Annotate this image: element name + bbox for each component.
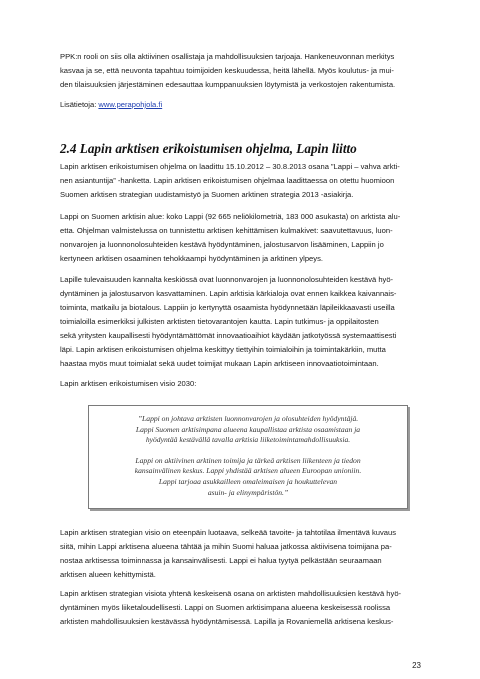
- quote-line: ”Lappi on johtava arktisten luonnonvarojen ja olosuhteiden hyödyntäjä.: [137, 414, 359, 423]
- paragraph-line: nonvarojen ja luonnonolosuhteiden kestävä hyödyntäminen, jalostusarvon lisääminen, Lappiin jo: [60, 240, 384, 249]
- paragraph-line: Lapin arktisen erikoistumisen ohjelma on laadittu 15.10.2012 – 30.8.2013 osana ”Lappi – vahva arkti-: [60, 162, 400, 171]
- paragraph-line: etta. Ohjelman valmistelussa on tunnistettu arktisen kehittämisen kulmakivet: saavutettavuus, luon-: [60, 226, 393, 235]
- paragraph-3: [60, 273, 432, 371]
- quote-line: Lappi on aktiivinen arktinen toimija ja tärkeä arktisen liikenteen ja tiedon: [135, 455, 361, 465]
- paragraph-line: toimialoilla esimerkiksi julkisten arktisten tietovarantojen kautta. Lapin tutkimus- ja oppilaitosten: [60, 317, 379, 326]
- quote-line: Lappi Suomen arktisimpana alueena kaupallistaa arktista osaamistaan ja: [135, 424, 361, 434]
- paragraph-line: dyntäminen myös liiketaloudellisesti. Lappi on Suomen arktisimpana alueena keskeisessä roolissa: [60, 603, 391, 612]
- page-number: 23: [412, 661, 421, 670]
- intro-line: den tilaisuuksien järjestäminen edesauttaa kumppanuuksien löytymistä ja verkostojen rakentumista.: [60, 80, 396, 89]
- paragraph-line: arktisten mahdollisuuksien kestävässä hyödyntämisessä. Lapilla ja Rovaniemellä arktisena keskus-: [60, 617, 394, 626]
- paragraph-line: Lapin arktisen strategian visiota yhtenä keskeisenä osana on arktisten mahdollisuuksien kestävä hyö-: [60, 589, 402, 598]
- paragraph-line: Lapin arktisen strategian visio on eteenpäin luotaava, selkeää tavoite- ja tahtotilaa ilmentävä kuvaus: [60, 528, 397, 537]
- paragraph-line: Lapille tulevaisuuden kannalta keskiössä ovat luonnonvarojen ja luonnonolosuhteiden kestävä hyö-: [60, 275, 394, 284]
- vision-quote: [101, 414, 395, 498]
- vision-quote-box: [88, 405, 408, 509]
- intro-line: PPK:n rooli on siis olla aktiivinen osallistaja ja mahdollisuuksien tarjoaja. Hankeneuvonnan merkitys: [60, 52, 395, 61]
- paragraph-4: [60, 526, 432, 582]
- paragraph-line: siitä, mihin Lappi arktisena alueena tähtää ja mihin Suomi haluaa jatkossa aktiivisena toimijana pa-: [60, 542, 392, 551]
- paragraph-5: [60, 587, 432, 629]
- quote-line: kansainvälinen keskus. Lappi yhdistää arktisen alueen Euroopan unioniin.: [134, 466, 362, 476]
- intro-paragraph: [60, 50, 432, 92]
- paragraph-line: arktisen alueen kehittymistä.: [60, 570, 156, 579]
- paragraph-line: nen asiantuntija” -hanketta. Lapin arktisen erikoistumisen ohjelmaa laadittaessa on otettu huomioon: [60, 176, 395, 185]
- website-link[interactable]: www.perapohjola.fi: [98, 100, 163, 109]
- paragraph-line: Lappi on Suomen arktisin alue: koko Lappi (92 665 neliökilometriä, 183 000 asukasta) on arktista alu-: [60, 212, 401, 221]
- paragraph-line: dyntäminen ja jalostusarvon kasvattaminen. Lapin arktisia kärkialoja ovat ennen kaikkea kaivannais-: [60, 289, 397, 298]
- paragraph-line: toiminta, matkailu ja biotalous. Lappiin jo kertynyttä osaamista hyödynnetään läpileikkaavasti useilla: [60, 303, 395, 312]
- section-heading: 2.4 Lapin arktisen erikoistumisen ohjelma, Lapin liitto: [60, 141, 357, 156]
- paragraph-line: läpi. Lapin arktisen erikoistumisen ohjelma keskittyy tiettyihin toimialoihin ja toimintakärkiin, mutta: [60, 345, 386, 354]
- paragraph-line: nostaa arktisessa toiminnassa ja kansainvälisesti. Lappi ei halua tyytyä pelkästään seuraamaan: [60, 556, 382, 565]
- paragraph-line: Suomen arktisen strategian uudistamistyö ja Suomen arktinen strategia 2013 -asiakirja.: [60, 190, 354, 199]
- paragraph-2: [60, 210, 432, 266]
- paragraph-line: kertyneen arktisen osaaminen tehokkaampi hyödyntäminen ja arktinen ylpeys.: [60, 254, 323, 263]
- paragraph-line: sekä yritysten kaupallisesti hyödyntämättömät innovaatioaihiot käydään jatkotyössä systemaattisesti: [60, 331, 397, 340]
- quote-spacer: [101, 446, 395, 456]
- more-info-label: Lisätietoja:: [60, 100, 99, 109]
- paragraph-line: haastaa myös muut toimialat sekä uudet toimijat mukaan Lapin arktiseen innovaatiotoimintaan.: [60, 359, 379, 368]
- intro-line: kasvaa ja se, että neuvonta tapahtuu toimijoiden keskuudessa, heitä lähellä. Myös koulutus- ja mui-: [60, 66, 394, 75]
- vision-label: [60, 377, 432, 391]
- vision-label-text: Lapin arktisen erikoistumisen visio 2030:: [60, 379, 197, 388]
- more-info: [60, 98, 432, 112]
- quote-line: Lappi tarjoaa asukkailleen omaleimaisen ja houkuttelevan: [158, 476, 338, 486]
- quote-line: hyödyntää kestävällä tavalla arktisia liiketoimintamahdollisuuksia.: [145, 435, 351, 445]
- quote-line: asuin- ja elinympäristön.”: [207, 487, 289, 497]
- paragraph-1: [60, 160, 432, 202]
